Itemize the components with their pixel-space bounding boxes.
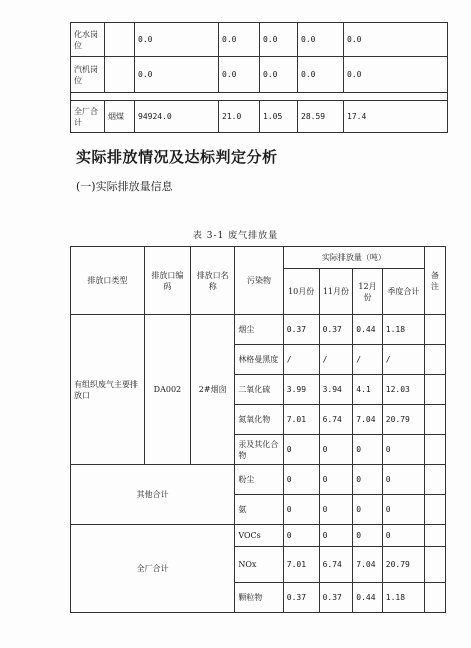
value-cell: 0 — [353, 525, 382, 547]
value-cell: 0.37 — [319, 315, 353, 345]
other-total-label: 其他合计 — [71, 465, 235, 525]
note-cell — [424, 435, 445, 465]
value-cell: 0 — [319, 525, 353, 547]
value-cell: 0 — [382, 465, 424, 495]
value-cell: 0.37 — [283, 315, 319, 345]
value-cell: 0.0 — [344, 57, 448, 93]
note-cell — [424, 375, 445, 405]
header-pollutant: 污染物 — [235, 247, 283, 315]
value-cell: 12.03 — [382, 375, 424, 405]
value-cell: 20.79 — [382, 547, 424, 583]
value-cell: 0 — [319, 465, 353, 495]
header-actual: 实际排放量（吨） — [283, 247, 424, 269]
note-cell — [424, 525, 445, 547]
value-cell: / — [319, 345, 353, 375]
value-cell: 1.05 — [260, 101, 298, 133]
value-cell: 0 — [319, 495, 353, 525]
value-cell: 0.37 — [319, 583, 353, 613]
value-cell: 0 — [283, 495, 319, 525]
value-cell: 28.59 — [298, 101, 344, 133]
spacer-row — [71, 93, 448, 101]
pollutant-cell: 粉尘 — [235, 465, 283, 495]
value-cell: 0 — [382, 525, 424, 547]
note-cell — [424, 495, 445, 525]
value-cell: / — [283, 345, 319, 375]
value-cell: 0.44 — [353, 315, 382, 345]
value-cell: 0 — [382, 495, 424, 525]
value-cell: 94924.0 — [135, 101, 219, 133]
value-cell: / — [353, 345, 382, 375]
table-row — [71, 57, 448, 93]
emissions-table — [70, 246, 446, 613]
outlet-code: DA002 — [144, 315, 190, 465]
note-cell — [424, 315, 445, 345]
value-cell: 0.0 — [219, 57, 260, 93]
pollutant-cell: 颗粒物 — [235, 583, 283, 613]
value-cell: 0 — [283, 435, 319, 465]
fuel-cell — [105, 57, 135, 93]
value-cell: 1.18 — [382, 315, 424, 345]
value-cell: 0.37 — [283, 583, 319, 613]
value-cell: 3.94 — [319, 375, 353, 405]
table-row — [71, 101, 448, 133]
pollutant-cell: 氮氧化物 — [235, 405, 283, 435]
value-cell: 21.0 — [219, 101, 260, 133]
pollutant-cell: 二氧化硫 — [235, 375, 283, 405]
value-cell: 0 — [353, 495, 382, 525]
fuel-cell — [105, 23, 135, 57]
value-cell: 0 — [353, 435, 382, 465]
pollutant-cell: 林格曼黑度 — [235, 345, 283, 375]
table-row — [71, 465, 446, 495]
value-cell: 20.79 — [382, 405, 424, 435]
value-cell: 0 — [353, 465, 382, 495]
value-cell: 0 — [283, 525, 319, 547]
subsection-title: (一)实际排放量信息 — [76, 180, 173, 193]
table-row — [71, 525, 446, 547]
value-cell: 0.0 — [135, 23, 219, 57]
pollutant-cell: 烟尘 — [235, 315, 283, 345]
header-oct: 10月份 — [283, 269, 319, 315]
value-cell: 0.0 — [344, 23, 448, 57]
pollutant-cell: 汞及其化合物 — [235, 435, 283, 465]
table-row — [71, 315, 446, 345]
value-cell: 0.0 — [298, 23, 344, 57]
table-caption: 表 3-1 废气排放量 — [192, 231, 279, 241]
header-note: 备注 — [424, 247, 445, 315]
pollutant-cell: 氨 — [235, 495, 283, 525]
fuel-cell: 烟煤 — [105, 101, 135, 133]
value-cell: 0.0 — [135, 57, 219, 93]
row-label: 全厂合计 — [71, 101, 105, 133]
row-label: 化水岗位 — [71, 23, 105, 57]
fuel-summary-table — [70, 22, 448, 133]
header-row — [71, 247, 446, 269]
pollutant-cell: NOx — [235, 547, 283, 583]
header-quarter: 季度合计 — [382, 269, 424, 315]
table-row — [71, 93, 448, 101]
outlet-name: 2#烟囱 — [191, 315, 235, 465]
value-cell: 7.04 — [353, 405, 382, 435]
value-cell: 3.99 — [283, 375, 319, 405]
header-code: 排放口编码 — [144, 247, 190, 315]
value-cell: / — [382, 345, 424, 375]
outlet-type: 有组织废气主要排放口 — [71, 315, 145, 465]
value-cell: 4.1 — [353, 375, 382, 405]
value-cell: 0.0 — [260, 23, 298, 57]
pollutant-cell: VOCs — [235, 525, 283, 547]
value-cell: 0 — [382, 435, 424, 465]
note-cell — [424, 345, 445, 375]
note-cell — [424, 405, 445, 435]
value-cell: 0.0 — [298, 57, 344, 93]
value-cell: 17.4 — [344, 101, 448, 133]
note-cell — [424, 547, 445, 583]
value-cell: 0.0 — [260, 57, 298, 93]
value-cell: 0.44 — [353, 583, 382, 613]
value-cell: 7.01 — [283, 547, 319, 583]
value-cell: 0 — [319, 435, 353, 465]
value-cell: 6.74 — [319, 405, 353, 435]
header-type: 排放口类型 — [71, 247, 145, 315]
value-cell: 7.01 — [283, 405, 319, 435]
header-name: 排放口名称 — [191, 247, 235, 315]
note-cell — [424, 583, 445, 613]
section-title: 实际排放情况及达标判定分析 — [76, 148, 278, 166]
header-nov: 11月份 — [319, 269, 353, 315]
value-cell: 0.0 — [219, 23, 260, 57]
value-cell: 0 — [283, 465, 319, 495]
plant-total-label: 全厂合计 — [71, 525, 235, 613]
note-cell — [424, 465, 445, 495]
value-cell: 1.18 — [382, 583, 424, 613]
header-dec: 12月份 — [353, 269, 382, 315]
value-cell: 7.04 — [353, 547, 382, 583]
table-row — [71, 23, 448, 57]
value-cell: 6.74 — [319, 547, 353, 583]
row-label: 汽机岗位 — [71, 57, 105, 93]
